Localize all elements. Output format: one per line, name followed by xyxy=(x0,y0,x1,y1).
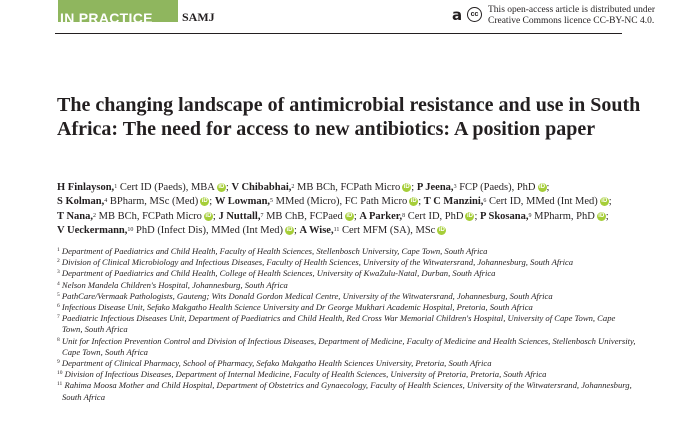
affiliation xyxy=(57,302,637,313)
author-name: P Skosana, xyxy=(480,210,529,222)
author xyxy=(57,225,294,236)
affiliation-ref: 1 xyxy=(114,184,118,190)
licence-line-1: This open-access article is distributed under xyxy=(488,5,655,15)
affiliation-ref: 2 xyxy=(93,212,96,219)
affiliation-text: Department of Paediatrics and Child Health, College of Health Sciences, University of KwaZulu-Natal, Durban, South Africa xyxy=(61,268,496,279)
orcid-icon[interactable]: iD xyxy=(466,212,473,219)
author-name: T C Manzini, xyxy=(423,196,484,208)
affiliation-ref: 8 xyxy=(402,212,406,219)
orcid-icon[interactable]: iD xyxy=(601,198,608,205)
affiliation-text: Division of Clinical Microbiology and Infectious Diseases, Faculty of Health Sciences, University of the Witwatersrand, Johannesburg, South Africa xyxy=(61,257,574,268)
affiliation xyxy=(57,336,637,358)
affiliation-number: 7 xyxy=(57,314,60,321)
affiliation-text: Department of Clinical Pharmacy, School of Pharmacy, Sefako Makgatho Health Sciences University, Pretoria, South Africa xyxy=(61,358,492,369)
affiliation xyxy=(57,280,637,291)
article-title: The changing landscape of antimicrobial resistance and use in South Africa: The need for access to new antibiotics: A position paper xyxy=(57,94,641,140)
affiliation-number: 9 xyxy=(57,359,60,366)
creative-commons-icon: cc xyxy=(467,7,482,22)
author xyxy=(57,196,209,207)
journal-name: SAMJ xyxy=(182,10,215,24)
affiliation-ref: 6 xyxy=(483,198,487,205)
orcid-icon[interactable]: iD xyxy=(410,198,417,205)
author-name: V Ueckermann, xyxy=(57,224,128,236)
affiliation-text: Unit for Infection Prevention Control and Division of Infectious Diseases, Department of Medicine, Faculty of Medicine and Health Sciences, Stellenbosch University, Cape Town, South Africa xyxy=(61,335,636,357)
author-name: A Parker, xyxy=(359,210,403,222)
affiliation-ref: 7 xyxy=(260,212,264,219)
author-qualifications: BPharm, MSc (Med) xyxy=(107,196,199,208)
affiliation-text: Nelson Mandela Children's Hospital, Johannesburg, South Africa xyxy=(61,279,288,290)
affiliation-number: 3 xyxy=(57,269,60,276)
author xyxy=(300,225,447,236)
affiliation-ref: 11 xyxy=(333,226,340,233)
affiliation-number: 11 xyxy=(57,381,63,388)
open-access-icon: a xyxy=(452,6,463,24)
author-qualifications: Cert MFM (SA), MSc xyxy=(339,224,436,236)
header-divider xyxy=(55,33,622,34)
author xyxy=(480,211,606,222)
author-qualifications: FCP (Paeds), PhD xyxy=(456,182,536,193)
affiliation-text: Infectious Disease Unit, Sefako Makgatho Health Science University and Dr George Mukhari Academic Hospital, Pretoria, South Africa xyxy=(61,302,533,313)
affiliation xyxy=(57,313,637,335)
author-name: J Nuttall, xyxy=(218,210,261,222)
affiliation xyxy=(57,380,637,402)
affiliation-text: Department of Paediatrics and Child Health, Faculty of Health Sciences, Stellenbosch University, Cape Town, South Africa xyxy=(61,246,488,256)
affiliation-ref: 10 xyxy=(127,226,134,233)
affiliation-text: Division of Infectious Diseases, Department of Internal Medicine, Faculty of Health Sciences, University of Pretoria, Pretoria, South Africa xyxy=(64,369,547,380)
affiliation-number: 10 xyxy=(57,370,63,377)
orcid-icon[interactable]: iD xyxy=(201,198,208,205)
affiliation-ref: 2 xyxy=(291,184,295,190)
author-name: P Jeena, xyxy=(416,182,454,193)
author-qualifications: PhD (Infect Dis), MMed (Int Med) xyxy=(133,224,283,236)
affiliation-list xyxy=(57,246,637,403)
affiliation xyxy=(57,257,637,268)
author-qualifications: MMed (Micro), FC Path Micro xyxy=(273,196,408,208)
author-qualifications: Cert ID (Paeds), MBA xyxy=(117,182,215,193)
author xyxy=(215,196,418,207)
affiliation xyxy=(57,291,637,302)
author-qualifications: MB ChB, FCPaed xyxy=(263,210,343,222)
licence-line-2: Creative Commons licence CC-BY-NC 4.0. xyxy=(488,15,655,26)
author-name: V Chibabhai, xyxy=(231,182,292,193)
orcid-icon[interactable]: iD xyxy=(598,212,605,219)
author xyxy=(424,196,609,207)
author xyxy=(218,211,353,222)
author-name: T Nana, xyxy=(57,210,93,222)
affiliation-number: 5 xyxy=(57,291,60,298)
author-name: H Finlayson, xyxy=(57,182,115,193)
author-name: W Lowman, xyxy=(214,196,271,208)
affiliation-number: 4 xyxy=(57,280,60,287)
orcid-icon[interactable]: iD xyxy=(218,184,225,191)
affiliation-number: 6 xyxy=(57,303,60,310)
affiliation-number: 1 xyxy=(57,247,60,253)
orcid-icon[interactable]: iD xyxy=(286,226,293,233)
affiliation-ref: 5 xyxy=(270,198,274,205)
orcid-icon[interactable]: iD xyxy=(438,226,445,233)
section-label: IN PRACTICE xyxy=(60,10,153,26)
affiliation xyxy=(57,246,637,257)
orcid-icon[interactable]: iD xyxy=(539,184,546,191)
orcid-icon[interactable]: iD xyxy=(403,184,410,191)
author-name: A Wise, xyxy=(299,224,334,236)
orcid-icon[interactable]: iD xyxy=(205,212,212,219)
orcid-icon[interactable]: iD xyxy=(346,212,353,219)
affiliation-text: PathCare/Vermaak Pathologists, Gauteng; Wits Donald Gordon Medical Centre, University of the Witwatersrand, Johannesburg, South Africa xyxy=(61,290,553,301)
author-qualifications: MPharm, PhD xyxy=(531,210,595,222)
affiliation-text: Rahima Moosa Mother and Child Hospital, Department of Obstetrics and Gynaecology, Faculty of Health Sciences, University of the Witwatersrand, Johannesburg, South Africa xyxy=(62,380,632,402)
author-qualifications: Cert ID, MMed (Int Med) xyxy=(486,196,598,208)
affiliation xyxy=(57,358,637,369)
affiliation-ref: 4 xyxy=(104,198,108,205)
affiliation-number: 2 xyxy=(57,258,60,265)
author xyxy=(359,211,474,222)
affiliation-number: 8 xyxy=(57,336,60,343)
author-list: H Finlayson,$^1$ Cert ID (Paeds), MBA iD ; V Chibabhai,$^2$ MB BCh, FCPath Micro iD ; P Jeena,$^3$ FCP (Paeds), PhD iD ; S Kolman,$^4$ BPharm, MSc (Med) iD ; W Lowman,$^5$ MMed (Micro), FC Path Micro iD ; T C Manzini,$^6$ Cert ID, MMed (Int Med) iD ; T Nana,$^2$ MB BCh, FCPath Micro iD ; J Nuttall,$^7$ MB ChB, FCPaed iD ; A Parker,$^8$ Cert ID, PhD iD ; P Skosana,$^9$ MPharm, PhD iD ; V Ueckermann,$^{10}$ PhD (Infect Dis), MMed (Int Med) iD ; A Wise,$^{11}$ Cert MFM (SA), MSc iD xyxy=(57,182,612,236)
affiliation-ref: 9 xyxy=(528,212,532,219)
author xyxy=(57,211,213,222)
author-qualifications: MB BCh, FCPath Micro xyxy=(96,210,202,222)
affiliation-text: Paediatric Infectious Diseases Unit, Department of Paediatrics and Child Health, Red Cross War Memorial Children's Hospital, University of Cape Town, Cape Town, South Africa xyxy=(61,313,616,335)
author-qualifications: Cert ID, PhD xyxy=(405,210,464,222)
author xyxy=(417,182,547,193)
affiliation-ref: 3 xyxy=(453,184,457,190)
author-qualifications: MB BCh, FCPath Micro xyxy=(294,182,401,193)
author xyxy=(57,182,226,193)
affiliation xyxy=(57,369,637,380)
licence-notice xyxy=(488,5,655,26)
author xyxy=(231,182,411,193)
affiliation xyxy=(57,268,637,279)
author-name: S Kolman, xyxy=(57,196,105,208)
